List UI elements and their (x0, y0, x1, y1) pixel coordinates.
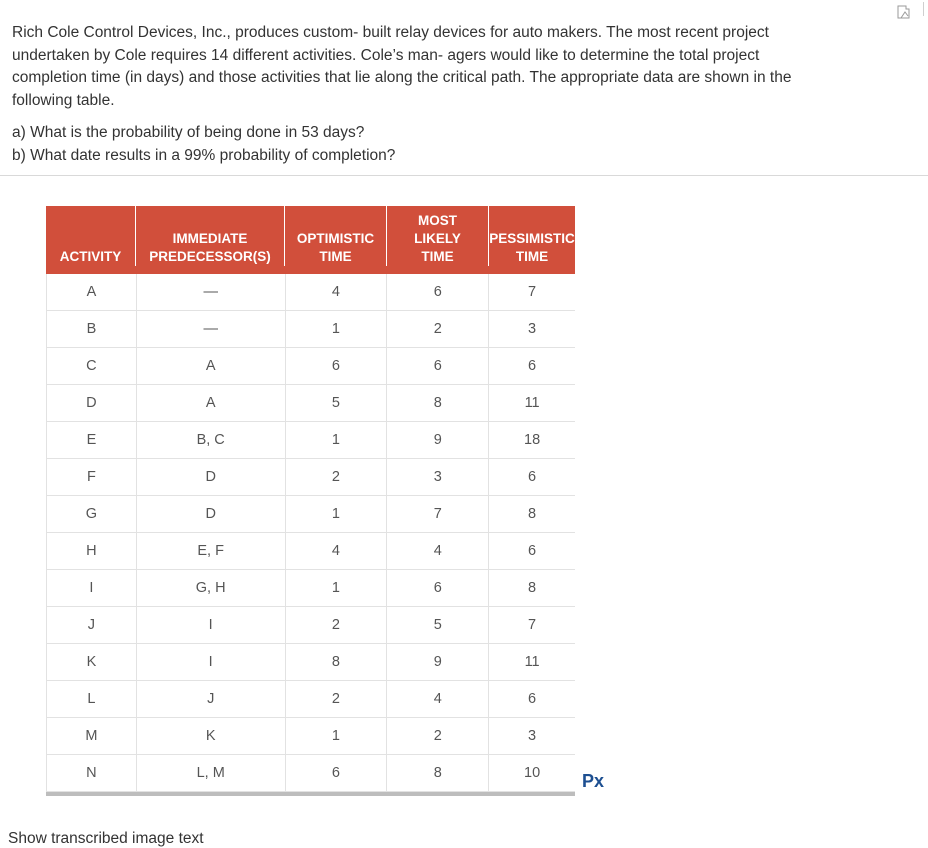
cell-optimistic: 5 (285, 385, 387, 421)
cell-activity: K (86, 654, 97, 670)
cell-activity: B (86, 321, 97, 337)
cell-pessimistic: 6 (488, 681, 575, 717)
cell-pessimistic: 11 (488, 644, 575, 680)
cell-pessimistic: 8 (488, 570, 575, 606)
cell-activity: I (89, 580, 94, 596)
cell-optimistic: 2 (285, 681, 387, 717)
cell-pessimistic: 3 (488, 718, 575, 754)
cell-most-likely: 4 (386, 681, 488, 717)
cell-activity: C (86, 358, 97, 374)
cell-pessimistic: 8 (488, 496, 575, 532)
header-optimistic-time: OPTIMISTIC TIME (284, 206, 386, 266)
table-body (46, 274, 575, 792)
cell-predecessor: B, C (136, 422, 285, 458)
cell-predecessor: E, F (136, 533, 285, 569)
cell-most-likely: 8 (386, 755, 488, 791)
cell-optimistic: 1 (285, 496, 387, 532)
table-row (47, 718, 575, 755)
cell-most-likely: 7 (386, 496, 488, 532)
cell-pessimistic: 6 (488, 348, 575, 384)
table-row (47, 348, 575, 385)
cell-predecessor: — (136, 274, 285, 310)
cell-most-likely: 2 (386, 311, 488, 347)
cell-most-likely: 9 (386, 644, 488, 680)
table-row (47, 681, 575, 718)
cell-predecessor: D (136, 459, 285, 495)
cell-optimistic: 1 (285, 422, 387, 458)
cell-pessimistic: 7 (488, 607, 575, 643)
cell-optimistic: 8 (285, 644, 387, 680)
cell-activity: G (85, 506, 98, 522)
cell-most-likely: 4 (386, 533, 488, 569)
cell-predecessor: J (136, 681, 285, 717)
table-header (46, 206, 575, 274)
table-row (47, 274, 575, 311)
header-predecessors: IMMEDIATE PREDECESSOR(S) (135, 206, 284, 266)
cell-predecessor: A (136, 385, 285, 421)
cell-most-likely: 5 (386, 607, 488, 643)
cell-activity: D (86, 395, 97, 411)
cell-activity: M (85, 728, 98, 744)
table-row (47, 496, 575, 533)
header-pessimistic-time: PESSIMISTIC TIME (488, 206, 575, 266)
table-row (47, 459, 575, 496)
cell-most-likely: 6 (386, 348, 488, 384)
cell-activity: L (87, 691, 96, 707)
cell-predecessor: A (136, 348, 285, 384)
cell-activity: H (86, 543, 97, 559)
cell-pessimistic: 11 (488, 385, 575, 421)
cell-pessimistic: 10 (488, 755, 575, 791)
cell-optimistic: 1 (285, 570, 387, 606)
cell-optimistic: 6 (285, 755, 387, 791)
table-row (47, 422, 575, 459)
activity-table (46, 206, 575, 792)
cell-optimistic: 6 (285, 348, 387, 384)
cell-optimistic: 2 (285, 459, 387, 495)
cell-most-likely: 8 (386, 385, 488, 421)
table-row (47, 607, 575, 644)
table-row (47, 533, 575, 570)
cell-most-likely: 3 (386, 459, 488, 495)
cell-predecessor: K (136, 718, 285, 754)
cell-pessimistic: 7 (488, 274, 575, 310)
svg-text:Px: Px (582, 771, 605, 791)
cell-optimistic: 4 (285, 274, 387, 310)
cell-optimistic: 1 (285, 718, 387, 754)
header-most-likely-time: MOST LIKELY TIME (386, 206, 488, 266)
divider-line (923, 2, 924, 16)
cell-pessimistic: 6 (488, 459, 575, 495)
cell-activity: E (86, 432, 97, 448)
table-row (47, 311, 575, 348)
table-row (47, 755, 575, 792)
cell-activity: N (86, 765, 97, 781)
cell-optimistic: 2 (285, 607, 387, 643)
table-row (47, 570, 575, 607)
cell-most-likely: 2 (386, 718, 488, 754)
cell-activity: A (86, 284, 97, 300)
cell-pessimistic: 3 (488, 311, 575, 347)
footer-text: Show transcribed image text (8, 830, 204, 847)
question-part-a: a) What is the probability of being done in 53 days? (12, 124, 365, 141)
cell-predecessor: I (136, 644, 285, 680)
cell-pessimistic: 18 (488, 422, 575, 458)
cell-optimistic: 4 (285, 533, 387, 569)
table-row (47, 644, 575, 681)
table-row (47, 385, 575, 422)
question-paragraph: Rich Cole Control Devices, Inc., produces custom- built relay devices for auto makers. The most recent project undertaken by Cole requires 14 different activities. Cole’s man- agers would like to determine the total project completion time (in days) and those activities that lie along the critical path. The appropriate data are shown in the following table. (12, 24, 792, 109)
question-text (12, 22, 812, 167)
px-logo-icon (581, 769, 617, 793)
cell-most-likely: 6 (386, 274, 488, 310)
cell-predecessor: G, H (136, 570, 285, 606)
cell-optimistic: 1 (285, 311, 387, 347)
question-part-b: b) What date results in a 99% probability of completion? (12, 146, 396, 164)
cell-activity: J (87, 617, 96, 633)
section-divider (0, 175, 928, 176)
cell-most-likely: 9 (386, 422, 488, 458)
table-bottom-rule (46, 792, 575, 796)
cell-predecessor: — (136, 311, 285, 347)
cell-pessimistic: 6 (488, 533, 575, 569)
cell-predecessor: L, M (136, 755, 285, 791)
edit-icon[interactable] (896, 4, 914, 20)
cell-most-likely: 6 (386, 570, 488, 606)
header-activity: ACTIVITY (59, 249, 122, 264)
cell-predecessor: D (136, 496, 285, 532)
cell-predecessor: I (136, 607, 285, 643)
cell-activity: F (86, 469, 96, 485)
